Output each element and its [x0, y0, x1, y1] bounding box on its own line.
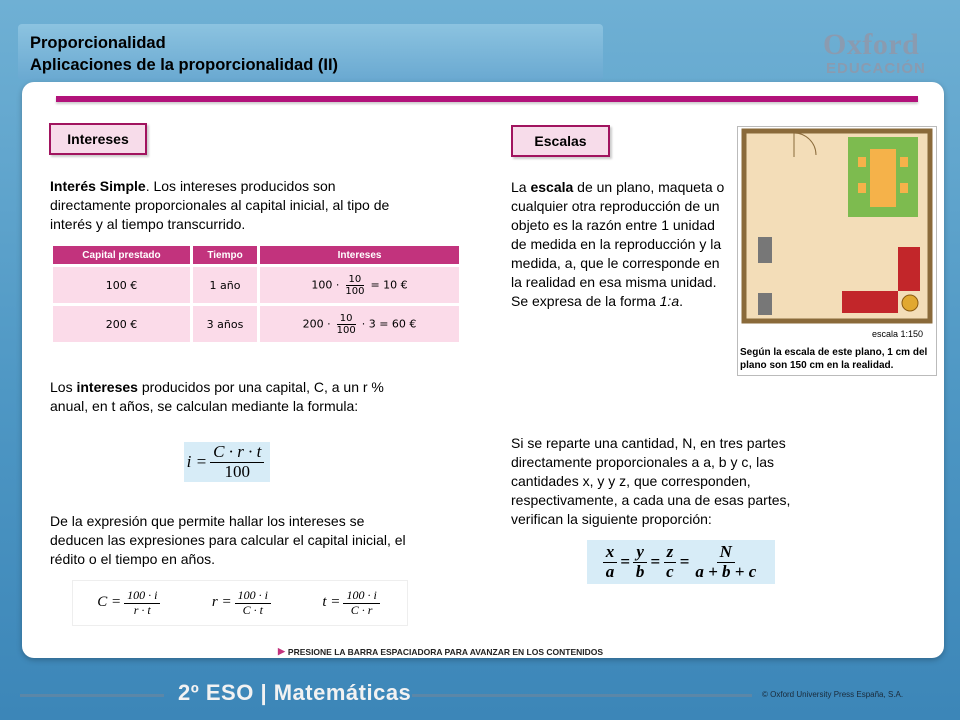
table-header: Tiempo [193, 246, 257, 264]
proportion-formula: $\frac{x}{a}$ = $\frac{y}{b}$ = $\frac{z}{c}$ = $\frac{N}{a + b + c}$ [587, 540, 775, 584]
formula-tiempo: t = $\frac{100 \cdot i}{C \cdot r}$ [322, 589, 382, 616]
escala-text: La escala de un plano, maqueta o cualquier otra reproducción de un objeto es la razón entre 1 unidad de medida en la reproducción y la medida, a, que le corresponde en la realidad en esa misma unidad. Se expresa de la forma 1:a. [511, 179, 725, 309]
eso-logo: 2º ESO | Matemáticas [178, 680, 412, 705]
tag-intereses: Intereses [49, 123, 147, 155]
play-triangle-icon: ▶ [278, 646, 285, 656]
derived-formulas [72, 580, 408, 626]
formula-redito: r = $\frac{100 \cdot i}{C \cdot t}$ [212, 589, 274, 616]
table-header: Capital prestado [53, 246, 190, 264]
derive-text: De la expresión que permite hallar los intereses se deducen las expresiones para calcular el capital inicial, el rédito o el tiempo en años. [50, 513, 406, 567]
reparto-text: Si se reparte una cantidad, N, en tres partes directamente proporcionales a a, b y c, las cantidades x, y y z, que corresponden, respectivamente, a cada una de esas partes, verifican la siguiente proporción: [511, 435, 791, 527]
page-subtitle: Aplicaciones de la proporcionalidad (II) [30, 56, 339, 74]
page-title: Proporcionalidad [30, 34, 166, 52]
interest-table [50, 246, 462, 342]
copyright: © Oxford University Press España, S.A. [762, 690, 904, 699]
educacion-logo: EDUCACIÓN [826, 60, 926, 77]
formula-capital: C = $\frac{100 \cdot i}{r \cdot t}$ [97, 589, 163, 616]
divider-bar [56, 96, 918, 102]
table-header: Intereses [260, 246, 459, 264]
table-row: 100 € 1 año 100 · $\frac{10}{100}$ = 10 € [53, 264, 459, 303]
formula-intro-text: Los intereses producidos por una capital, C, a un r % anual, en t años, se calculan mediante la formula: [50, 379, 384, 414]
tag-escalas: Escalas [511, 125, 610, 157]
oxford-logo: Oxford [823, 28, 920, 61]
advance-hint[interactable]: ▶ PRESIONE LA BARRA ESPACIADORA PARA AVANZAR EN LOS CONTENIDOS [278, 646, 604, 657]
interes-simple-text: Interés Simple. Los intereses producidos son directamente proporcionales al capital inicial, al tipo de interés y al tiempo transcurrido. [50, 178, 390, 232]
plan-caption: Según la escala de este plano, 1 cm del plano son 150 cm en la realidad. [740, 347, 928, 371]
footer-line-right [412, 694, 752, 697]
table-row: 200 € 3 años 200 · $\frac{10}{100}$ · 3 = 60 € [53, 303, 459, 342]
interest-formula: i = $\frac{C \cdot r \cdot t}{100}$ [184, 442, 270, 482]
plan-scale-label: escala 1:150 [872, 329, 924, 339]
footer-line-left [20, 694, 164, 697]
